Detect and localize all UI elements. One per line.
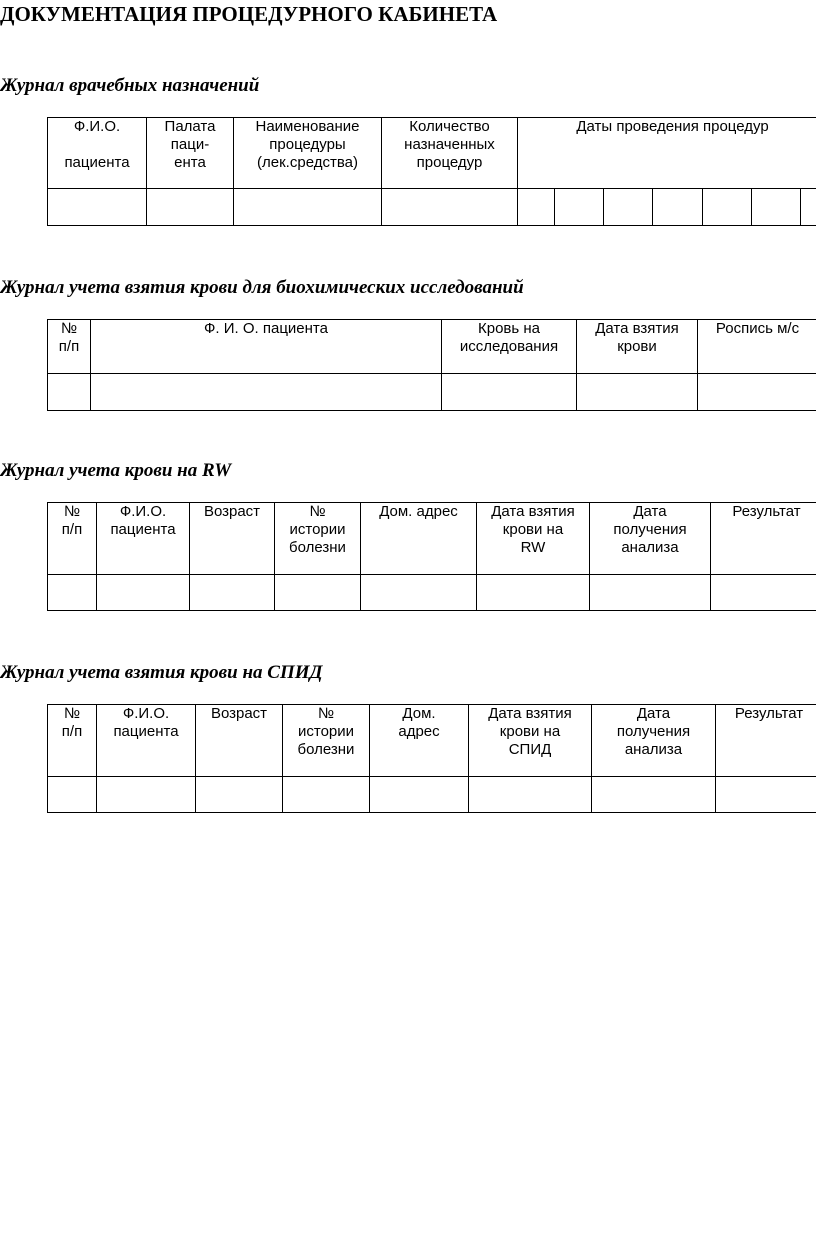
- table-cell[interactable]: [590, 575, 711, 611]
- header-cell: Дата получения анализа: [592, 705, 716, 777]
- table-header-row: [48, 118, 816, 189]
- table-cell[interactable]: [518, 189, 555, 226]
- table-cell[interactable]: [653, 189, 703, 226]
- table-cell[interactable]: [97, 575, 190, 611]
- table-cell[interactable]: [97, 777, 196, 813]
- header-cell: № истории болезни: [275, 503, 361, 575]
- table-rw: [47, 502, 816, 611]
- table-biochem: [47, 319, 816, 411]
- header-cell: Дом. адрес: [361, 503, 477, 575]
- table-cell[interactable]: [48, 189, 147, 226]
- header-cell: Возраст: [196, 705, 283, 777]
- header-cell: Возраст: [190, 503, 275, 575]
- header-cell: Ф. И. О. пациента: [91, 320, 442, 374]
- table-cell[interactable]: [442, 374, 577, 411]
- table-cell[interactable]: [469, 777, 592, 813]
- table-header-row: [48, 320, 816, 374]
- header-cell: Дата взятия крови на СПИД: [469, 705, 592, 777]
- section-title-prescriptions: Журнал врачебных назначений: [0, 75, 260, 96]
- header-cell: Роспись м/с: [698, 320, 816, 374]
- table-cell[interactable]: [698, 374, 816, 411]
- table-row: [48, 374, 816, 411]
- table-cell[interactable]: [382, 189, 518, 226]
- table-cell[interactable]: [275, 575, 361, 611]
- table-cell[interactable]: [48, 575, 97, 611]
- header-cell: Дата получения анализа: [590, 503, 711, 575]
- header-cell: № п/п: [48, 320, 91, 374]
- table-cell[interactable]: [577, 374, 698, 411]
- header-cell: Палата паци- ента: [147, 118, 234, 189]
- table-cell[interactable]: [477, 575, 590, 611]
- table-header-row: [48, 503, 816, 575]
- header-cell: Ф.И.О. пациента: [97, 503, 190, 575]
- table-cell[interactable]: [555, 189, 604, 226]
- header-cell: Дата взятия крови: [577, 320, 698, 374]
- page-title: ДОКУМЕНТАЦИЯ ПРОЦЕДУРНОГО КАБИНЕТА: [0, 2, 498, 26]
- table-prescriptions: [47, 117, 816, 226]
- table-row: [48, 575, 816, 611]
- header-cell: Ф.И.О. пациента: [48, 118, 147, 189]
- header-cell: № истории болезни: [283, 705, 370, 777]
- table-cell[interactable]: [196, 777, 283, 813]
- header-cell: Кровь на исследования: [442, 320, 577, 374]
- table-cell[interactable]: [361, 575, 477, 611]
- table-cell[interactable]: [703, 189, 752, 226]
- header-cell: Дата взятия крови на RW: [477, 503, 590, 575]
- header-cell: Количество назначенных процедур: [382, 118, 518, 189]
- header-cell: Даты проведения процедур: [518, 118, 816, 189]
- table-cell[interactable]: [190, 575, 275, 611]
- section-title-rw: Журнал учета крови на RW: [0, 460, 232, 481]
- table-cell[interactable]: [283, 777, 370, 813]
- table-cell[interactable]: [592, 777, 716, 813]
- header-cell: Ф.И.О. пациента: [97, 705, 196, 777]
- table-cell[interactable]: [91, 374, 442, 411]
- header-cell: № п/п: [48, 503, 97, 575]
- table-cell[interactable]: [801, 189, 816, 226]
- table-cell[interactable]: [147, 189, 234, 226]
- table-cell[interactable]: [752, 189, 801, 226]
- section-title-aids: Журнал учета взятия крови на СПИД: [0, 662, 323, 683]
- table-row: [48, 189, 816, 226]
- table-cell[interactable]: [48, 777, 97, 813]
- header-cell: Наименование процедуры (лек.средства): [234, 118, 382, 189]
- table-cell[interactable]: [716, 777, 816, 813]
- header-cell: Результат: [716, 705, 816, 777]
- header-cell: № п/п: [48, 705, 97, 777]
- header-cell: Дом. адрес: [370, 705, 469, 777]
- table-cell[interactable]: [48, 374, 91, 411]
- table-cell[interactable]: [711, 575, 816, 611]
- table-header-row: [48, 705, 816, 777]
- section-title-biochem: Журнал учета взятия крови для биохимических исследований: [0, 277, 524, 298]
- table-cell[interactable]: [604, 189, 653, 226]
- table-cell[interactable]: [234, 189, 382, 226]
- table-cell[interactable]: [370, 777, 469, 813]
- header-cell: Результат: [711, 503, 816, 575]
- table-row: [48, 777, 816, 813]
- table-aids: [47, 704, 816, 813]
